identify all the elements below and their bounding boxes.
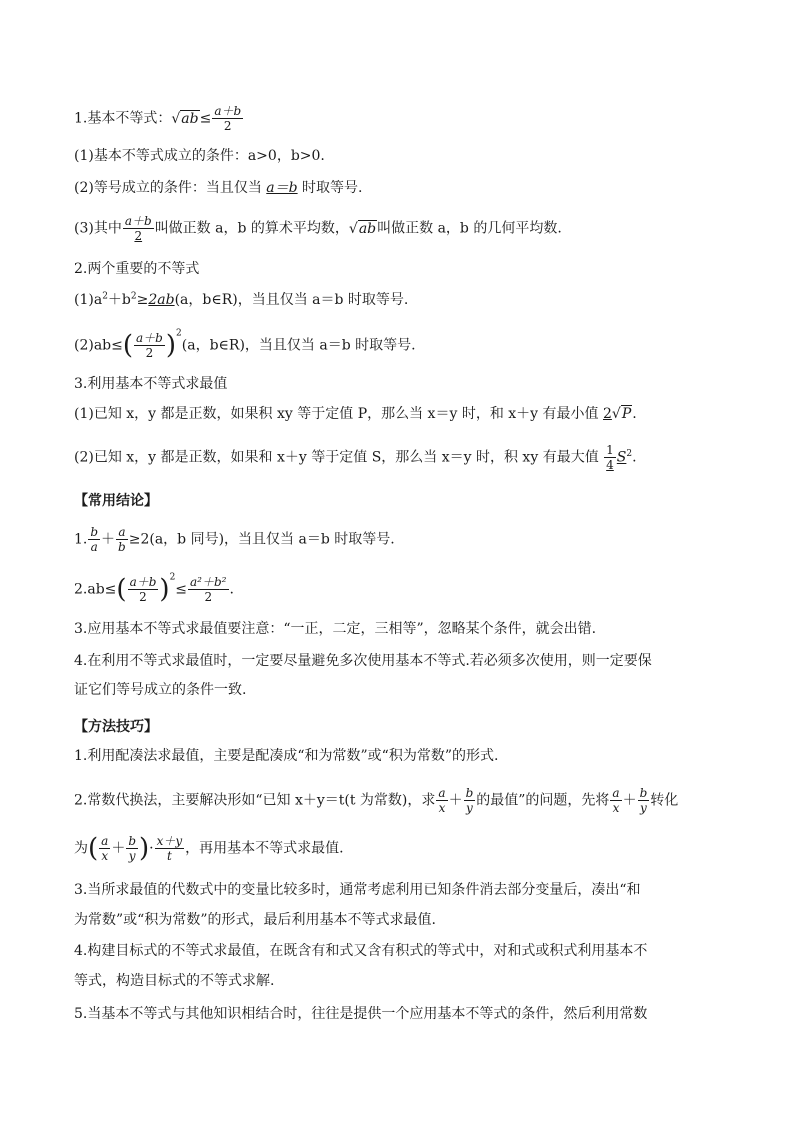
s1-title: 1.基本不等式：	[74, 110, 172, 127]
method-m4-line2: 等式，构造目标式的不等式求解.	[74, 973, 275, 989]
method-m1: 1.利用配凑法求最值，主要是配凑成“和为常数”或“积为常数”的形式.	[74, 748, 499, 764]
method-m3-line1: 3.当所求最值的代数式中的变量比较多时，通常考虑利用已知条件消去部分变量后，凑出“和	[74, 882, 641, 898]
s1-equality-line: (2)等号成立的条件：当且仅当 a＝b 时取等号.	[74, 180, 363, 196]
common-c4-line2: 证它们等号成立的条件一致.	[74, 682, 247, 698]
common-c3: 3.应用基本不等式求最值要注意：“一正，二定，三相等”，忽略某个条件，就会出错.	[74, 621, 597, 637]
s2-line1: $(1)a^2+b^2\ge 2ab(a$，b∈R)，当且仅当 a＝b 时取等号.	[74, 291, 409, 308]
frac-one-quarter: $\frac{1}{4}$	[606, 443, 614, 472]
method-m5-line1: 5.当基本不等式与其他知识相结合时，往往是提供一个应用基本不等式的条件，然后利用常数	[74, 1006, 648, 1022]
sqrt-ab: √ab	[171, 110, 199, 127]
underline-2ab: 2ab	[148, 292, 175, 308]
method-m2-line1: 2.常数代换法，主要解决形如“已知 x＋y＝t(t 为常数)，求 $\frac{a}{x}$ ＋ $\frac{b}{y}$ 的最值”的问题，先将 $\frac{a}{x}$ ＋ $\frac{b}{y}$ 转化	[74, 786, 679, 815]
s3-title: 3.利用基本不等式求最值	[74, 376, 228, 392]
frac-a-over-b: $\frac{a}{b}$	[118, 525, 126, 554]
s1-means-line: (3)其中 $\frac{a+b}{2}$ 叫做正数 a，b 的算术平均数，√ab叫做正数 a，b 的几何平均数.	[74, 214, 562, 243]
frac-half-sum: $\frac{a+b}{2}$	[136, 331, 163, 360]
s1-title-line	[74, 104, 244, 133]
frac-sum-squares: $\frac{\text{a²＋b²}}{2}$	[190, 575, 227, 604]
common-c1: 1. $\frac{b}{a}$ ＋ $\frac{a}{b}$ ≥2(a，b 同号)，当且仅当 a＝b 时取等号.	[74, 525, 395, 554]
s2-title: 2.两个重要的不等式	[74, 261, 200, 277]
frac-arith-mean: $\frac{a+b}{2}$	[124, 214, 152, 243]
s2-line2: (2)ab≤( $\frac{a+b}{2}$ )$^2$(a，b∈R)，当且仅当 a＝b 时取等号.	[74, 328, 416, 361]
underline-a-eq-b: a＝b	[266, 180, 298, 196]
common-c2: 2.ab≤( $\frac{a+b}{2}$ )$^2$≤ $\frac{\text{a²＋b²}}{2}$ .	[74, 572, 234, 605]
frac-b-over-a: $\frac{b}{a}$	[90, 525, 99, 554]
le-sign: ≤	[199, 110, 212, 127]
methods-heading: 【方法技巧】	[74, 719, 158, 735]
frac-a-plus-b-over-2: $\frac{a+b}{2}$	[214, 104, 242, 133]
common-c4-line1: 4.在利用不等式求最值时，一定要尽量避免多次使用基本不等式.若必须多次使用，则一定要保	[74, 653, 652, 669]
s1-condition: (1)基本不等式成立的条件：a>0，b>0.	[74, 148, 325, 164]
method-m2-line2: 为( $\frac{a}{x}$ ＋ $\frac{b}{y}$ )· $\frac{x+y}{t}$ ，再用基本不等式求最值.	[74, 833, 344, 864]
s3-line2: (2)已知 x，y 都是正数，如果和 x＋y 等于定值 S，那么当 x＝y 时，积 xy 有最大值 $\frac{1}{4}$ $S^2$.	[74, 443, 637, 472]
method-m3-line2: 为常数”或“积为常数”的形式，最后利用基本不等式求最值.	[74, 912, 436, 928]
common-heading: 【常用结论】	[74, 493, 158, 509]
sqrt-ab-geo: √ab	[348, 220, 377, 237]
s3-line1: (1)已知 x，y 都是正数，如果积 xy 等于定值 P，那么当 x＝y 时，和 x＋y 有最小值 2√P.	[74, 406, 637, 422]
min-value: 2√P	[602, 406, 632, 422]
method-m4-line1: 4.构建目标式的不等式求最值，在既含有和式又含有积式的等式中，对和式或积式利用基本不	[74, 943, 648, 959]
